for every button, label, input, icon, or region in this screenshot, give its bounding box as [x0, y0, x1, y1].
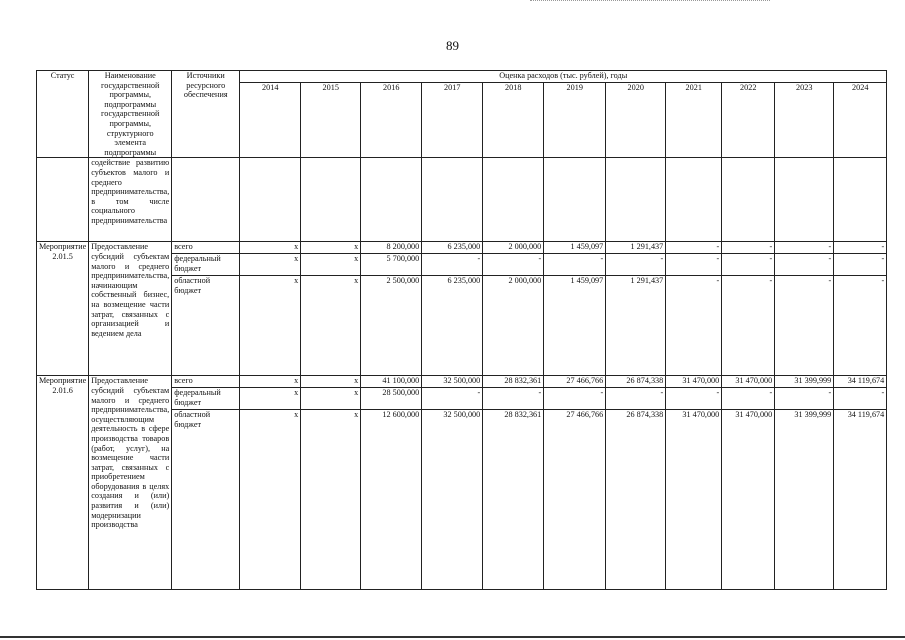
- value-cell: x: [301, 276, 361, 376]
- value-cell: x: [240, 410, 301, 590]
- header-year: 2024: [834, 83, 887, 158]
- section-status: Мероприятие 2.01.6: [37, 376, 89, 590]
- table-row: [37, 376, 887, 388]
- value-cell: -: [834, 388, 887, 410]
- value-cell: -: [775, 276, 834, 376]
- value-cell: 1 459,097: [544, 242, 606, 254]
- value-cell: 1 291,437: [606, 242, 666, 254]
- value-cell: 31 399,999: [775, 376, 834, 388]
- budget-table: [36, 70, 887, 590]
- header-year: 2018: [483, 83, 544, 158]
- value-cell: -: [483, 254, 544, 276]
- source-label: федеральный бюджет: [172, 388, 240, 410]
- top-scan-mark: [530, 0, 770, 5]
- value-cell: 5 700,000: [361, 254, 422, 276]
- header-year: 2014: [240, 83, 301, 158]
- value-cell: 27 466,766: [544, 410, 606, 590]
- source-label: всего: [172, 242, 240, 254]
- value-cell: -: [775, 254, 834, 276]
- source-label: областной бюджет: [172, 410, 240, 590]
- value-cell: 31 470,000: [722, 376, 775, 388]
- value-cell: x: [240, 242, 301, 254]
- continuation-text: содействие развитию субъектов малого и среднего предпринимательства, в том числе социального предпринимательства: [89, 158, 172, 242]
- header-year: 2015: [301, 83, 361, 158]
- header-year: 2016: [361, 83, 422, 158]
- header-year: 2021: [666, 83, 722, 158]
- value-cell: 1 291,437: [606, 276, 666, 376]
- value-cell: 12 600,000: [361, 410, 422, 590]
- value-cell: 2 000,000: [483, 276, 544, 376]
- header-year: 2020: [606, 83, 666, 158]
- value-cell: -: [722, 388, 775, 410]
- value-cell: 27 466,766: [544, 376, 606, 388]
- section-status: Мероприятие 2.01.5: [37, 242, 89, 376]
- value-cell: -: [775, 242, 834, 254]
- value-cell: -: [544, 388, 606, 410]
- value-cell: x: [301, 242, 361, 254]
- value-cell: x: [301, 388, 361, 410]
- value-cell: 26 874,338: [606, 410, 666, 590]
- source-label: всего: [172, 376, 240, 388]
- value-cell: 2 000,000: [483, 242, 544, 254]
- value-cell: -: [666, 276, 722, 376]
- source-label: областной бюджет: [172, 276, 240, 376]
- header-year: 2023: [775, 83, 834, 158]
- value-cell: 31 470,000: [722, 410, 775, 590]
- value-cell: x: [240, 376, 301, 388]
- section-name: Предоставление субсидий субъектам малого и среднего предпринимательства, начинающим собственный бизнес, на возмещение части затрат, связанных с организацией и ведением дела: [89, 242, 172, 376]
- section-name: Предоставление субсидий субъектам малого и среднего предпринимательства, осуществляющим деятельность в сфере производства товаров (работ, услуг), на возмещение части затрат, связанных с приобретением оборудования в целях создания и (или) развития и (или) модернизации производства: [89, 376, 172, 590]
- value-cell: x: [240, 254, 301, 276]
- header-year: 2022: [722, 83, 775, 158]
- value-cell: x: [301, 376, 361, 388]
- value-cell: -: [483, 388, 544, 410]
- value-cell: 1 459,097: [544, 276, 606, 376]
- table-row: [37, 242, 887, 254]
- value-cell: -: [775, 388, 834, 410]
- header-year: 2019: [544, 83, 606, 158]
- value-cell: 31 470,000: [666, 376, 722, 388]
- value-cell: -: [834, 276, 887, 376]
- value-cell: 6 235,000: [422, 276, 483, 376]
- value-cell: 34 119,674: [834, 376, 887, 388]
- value-cell: x: [240, 388, 301, 410]
- header-year: 2017: [422, 83, 483, 158]
- value-cell: -: [722, 254, 775, 276]
- value-cell: -: [422, 388, 483, 410]
- value-cell: -: [722, 276, 775, 376]
- value-cell: x: [301, 410, 361, 590]
- value-cell: -: [834, 254, 887, 276]
- continuation-row: [37, 158, 887, 242]
- value-cell: -: [666, 388, 722, 410]
- value-cell: 31 470,000: [666, 410, 722, 590]
- value-cell: 2 500,000: [361, 276, 422, 376]
- value-cell: 28 832,361: [483, 376, 544, 388]
- header-name: Наименование государственной программы, подпрограммы государственной программы, структурного элемента подпрограммы: [89, 71, 172, 158]
- bottom-scan-edge: [0, 636, 905, 638]
- value-cell: -: [666, 242, 722, 254]
- source-label: федеральный бюджет: [172, 254, 240, 276]
- value-cell: 28 832,361: [483, 410, 544, 590]
- value-cell: 6 235,000: [422, 242, 483, 254]
- value-cell: 32 500,000: [422, 376, 483, 388]
- value-cell: 41 100,000: [361, 376, 422, 388]
- value-cell: 26 874,338: [606, 376, 666, 388]
- header-sources: Источники ресурсного обеспечения: [172, 71, 240, 158]
- value-cell: 32 500,000: [422, 410, 483, 590]
- value-cell: -: [544, 254, 606, 276]
- value-cell: -: [666, 254, 722, 276]
- page-number: 89: [446, 38, 459, 53]
- header-estimate: Оценка расходов (тыс. рублей), годы: [240, 71, 887, 83]
- value-cell: 34 119,674: [834, 410, 887, 590]
- value-cell: -: [834, 242, 887, 254]
- value-cell: x: [301, 254, 361, 276]
- value-cell: x: [240, 276, 301, 376]
- value-cell: -: [606, 388, 666, 410]
- value-cell: -: [722, 242, 775, 254]
- value-cell: -: [606, 254, 666, 276]
- value-cell: 28 500,000: [361, 388, 422, 410]
- value-cell: -: [422, 254, 483, 276]
- header-status: Статус: [37, 71, 89, 158]
- value-cell: 8 200,000: [361, 242, 422, 254]
- value-cell: 31 399,999: [775, 410, 834, 590]
